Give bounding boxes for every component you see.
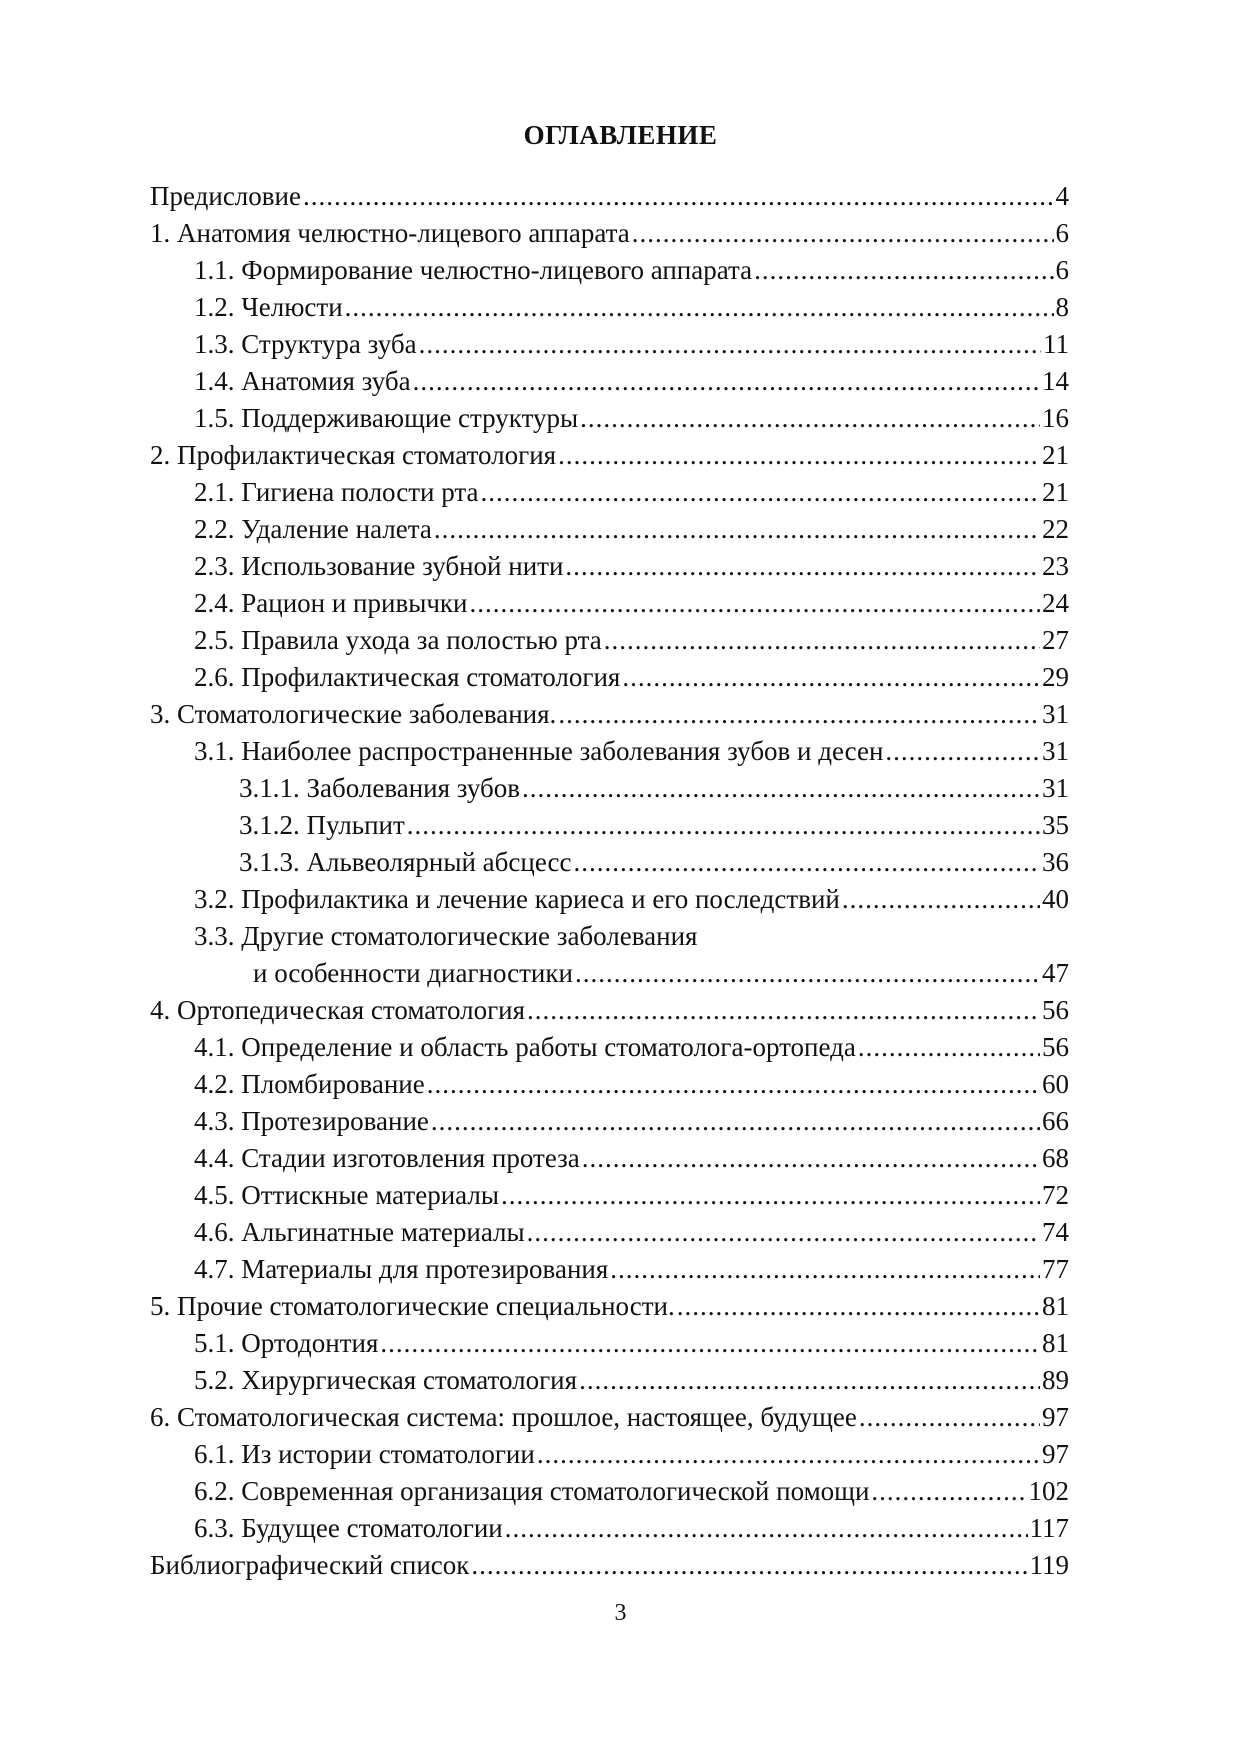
toc-entry-page: 56: [1042, 995, 1069, 1025]
dot-leader: [885, 733, 1040, 770]
toc-entry-label: 4.7. Материалы для протезирования: [194, 1254, 609, 1284]
dot-leader: [582, 1140, 1040, 1177]
toc-entry-label: 6. Стоматологическая система: прошлое, настоящее, будущее: [150, 1402, 857, 1432]
toc-entry-label: 6.2. Современная организация стоматологической помощи: [194, 1476, 870, 1506]
dot-leader: [469, 585, 1040, 622]
toc-entry: [150, 1362, 1069, 1399]
toc-entry: [150, 881, 1069, 918]
toc-entry: [150, 733, 1069, 770]
toc-entry-page: 74: [1042, 1217, 1069, 1247]
dot-leader: [859, 1399, 1040, 1436]
toc-entry-page: 81: [1042, 1328, 1069, 1358]
dot-leader: [431, 1103, 1040, 1140]
toc-entry-label: 4.5. Оттискные материалы: [194, 1180, 499, 1210]
toc-entry-page: 56: [1042, 1032, 1069, 1062]
toc-entry-page: 21: [1042, 440, 1069, 470]
toc-entry: [150, 1029, 1069, 1066]
toc-entry-page: 35: [1042, 810, 1069, 840]
toc-entry-page: 23: [1042, 551, 1069, 581]
page-title: ОГЛАВЛЕНИЕ: [523, 120, 718, 150]
toc-entry-label: 3.2. Профилактика и лечение кариеса и его последствий: [194, 884, 840, 914]
dot-leader: [427, 1066, 1040, 1103]
toc-entry-label: 4.4. Стадии изготовления протеза: [194, 1143, 580, 1173]
toc-entry: [150, 696, 1069, 733]
toc-entry: [150, 252, 1069, 289]
dot-leader: [345, 289, 1054, 326]
toc-entry-page: 29: [1042, 662, 1069, 692]
toc-entry-label: 3.1.2. Пульпит: [239, 810, 405, 840]
toc-entry-page: 31: [1042, 699, 1069, 729]
toc-entry-page: 97: [1042, 1402, 1069, 1432]
toc-list: [150, 178, 1069, 1584]
dot-leader: [842, 881, 1040, 918]
dot-leader: [580, 400, 1040, 437]
toc-entry: [150, 1177, 1069, 1214]
dot-leader: [858, 1029, 1040, 1066]
toc-entry: [150, 1140, 1069, 1177]
toc-entry-label: 6.3. Будущее стоматологии: [194, 1513, 503, 1543]
dot-leader: [632, 215, 1054, 252]
toc-entry-page: 68: [1042, 1143, 1069, 1173]
toc-entry-label: 5.1. Ортодонтия: [194, 1328, 379, 1358]
toc-entry-page: 102: [1028, 1476, 1069, 1506]
dot-leader: [579, 1362, 1040, 1399]
toc-entry-label: 4.2. Пломбирование: [194, 1069, 425, 1099]
toc-entry-label: 5.2. Хирургическая стоматология: [194, 1365, 578, 1395]
toc-entry: [150, 844, 1069, 881]
toc-entry-page: 47: [1042, 958, 1069, 988]
toc-entry-label: 2.4. Рацион и привычки: [194, 588, 468, 618]
toc-entry: [150, 1251, 1069, 1288]
toc-entry-page: 21: [1042, 477, 1069, 507]
toc-entry-label: 5. Прочие стоматологические специальности.: [150, 1291, 675, 1321]
toc-entry: [150, 992, 1069, 1029]
toc-entry: [150, 1066, 1069, 1103]
dot-leader: [505, 1510, 1028, 1547]
toc-entry-label: 2.5. Правила ухода за полостью рта: [194, 625, 602, 655]
dot-leader: [871, 1473, 1026, 1510]
dot-leader: [303, 178, 1054, 215]
toc-entry: [150, 474, 1069, 511]
toc-entry-label: 4.3. Протезирование: [194, 1106, 429, 1136]
toc-entry-label: 1.4. Анатомия зуба: [194, 366, 411, 396]
toc-entry-page: 27: [1042, 625, 1069, 655]
toc-entry-page: 22: [1042, 514, 1069, 544]
toc-entry-page: 8: [1055, 292, 1069, 322]
dot-leader: [380, 1325, 1040, 1362]
toc-entry-page: 60: [1042, 1069, 1069, 1099]
toc-entry: [150, 400, 1069, 437]
dot-leader: [754, 252, 1053, 289]
toc-entry-page: 31: [1042, 736, 1069, 766]
toc-entry-label: 4.1. Определение и область работы стоматолога-ортопеда: [194, 1032, 856, 1062]
toc-entry: [150, 363, 1069, 400]
dot-leader: [480, 474, 1040, 511]
toc-entry-label: 3.1.3. Альвеолярный абсцесс: [239, 847, 572, 877]
dot-leader: [575, 955, 1040, 992]
toc-entry: [150, 770, 1069, 807]
toc-entry-page: 31: [1042, 773, 1069, 803]
toc-entry-label: 1. Анатомия челюстно-лицевого аппарата: [150, 218, 630, 248]
toc-entry: [150, 1547, 1069, 1584]
toc-entry-page: 16: [1042, 403, 1069, 433]
toc-entry-label: Библиографический список: [150, 1550, 470, 1580]
toc-entry-label: 2.2. Удаление налета: [194, 514, 432, 544]
dot-leader: [407, 807, 1040, 844]
toc-entry: [150, 1325, 1069, 1362]
toc-entry-page: 72: [1042, 1180, 1069, 1210]
dot-leader: [537, 1436, 1040, 1473]
toc-entry-page: 66: [1042, 1106, 1069, 1136]
toc-entry-page: 97: [1042, 1439, 1069, 1469]
toc-entry: [150, 548, 1069, 585]
toc-entry: [150, 511, 1069, 548]
toc-entry-label: 1.1. Формирование челюстно-лицевого аппарата: [194, 255, 753, 285]
toc-entry-label: 2. Профилактическая стоматология: [150, 440, 557, 470]
toc-entry: [150, 659, 1069, 696]
toc-entry-label: Предисловие: [150, 181, 301, 211]
toc-entry: [150, 215, 1069, 252]
toc-entry: [150, 1399, 1069, 1436]
toc-entry: [150, 1510, 1069, 1547]
page-number: 3: [614, 1600, 627, 1626]
toc-entry-page: 81: [1042, 1291, 1069, 1321]
toc-entry-page: 4: [1055, 181, 1069, 211]
toc-entry-page: 24: [1042, 588, 1069, 618]
toc-entry-label: 6.1. Из истории стоматологии: [194, 1439, 535, 1469]
dot-leader: [471, 1547, 1027, 1584]
dot-leader: [558, 696, 1040, 733]
toc-entry-page: 119: [1029, 1550, 1069, 1580]
toc-entry-label: 2.6. Профилактическая стоматология: [194, 662, 621, 692]
toc-entry: [150, 1473, 1069, 1510]
toc-entry: [150, 955, 1069, 992]
dot-leader: [610, 1251, 1040, 1288]
toc-entry-label: 3.3. Другие стоматологические заболевания: [194, 921, 698, 951]
toc-entry: [150, 289, 1069, 326]
dot-leader: [527, 1214, 1040, 1251]
dot-leader: [434, 511, 1040, 548]
toc-entry-page: 11: [1043, 329, 1069, 359]
toc-entry-label: 3.1.1. Заболевания зубов: [239, 773, 521, 803]
toc-entry: [150, 178, 1069, 215]
toc-entry-page: 40: [1042, 884, 1069, 914]
dot-leader: [527, 992, 1040, 1029]
toc-entry-page: 36: [1042, 847, 1069, 877]
toc-entry-label: 4. Ортопедическая стоматология: [150, 995, 526, 1025]
toc-entry-page: 6: [1055, 255, 1069, 285]
toc-entry-label: и особенности диагностики: [253, 958, 573, 988]
dot-leader: [565, 548, 1040, 585]
toc-entry-page: 77: [1042, 1254, 1069, 1284]
toc-entry: [150, 585, 1069, 622]
toc-entry-label: 1.2. Челюсти: [194, 292, 343, 322]
dot-leader: [622, 659, 1040, 696]
toc-entry: [150, 918, 1069, 955]
dot-leader: [501, 1177, 1040, 1214]
dot-leader: [413, 363, 1040, 400]
dot-leader: [677, 1288, 1040, 1325]
dot-leader: [573, 844, 1040, 881]
toc-entry: [150, 1103, 1069, 1140]
toc-entry: [150, 437, 1069, 474]
toc-entry: [150, 1288, 1069, 1325]
toc-entry: [150, 622, 1069, 659]
toc-entry-page: 6: [1055, 218, 1069, 248]
toc-entry-label: 3.1. Наиболее распространенные заболевания зубов и десен: [194, 736, 884, 766]
toc-entry: [150, 1436, 1069, 1473]
toc-entry-label: 1.3. Структура зуба: [194, 329, 417, 359]
toc-entry-page: 89: [1042, 1365, 1069, 1395]
dot-leader: [604, 622, 1040, 659]
toc-entry-label: 2.1. Гигиена полости рта: [194, 477, 479, 507]
dot-leader: [419, 326, 1041, 363]
toc-entry-label: 1.5. Поддерживающие структуры: [194, 403, 579, 433]
toc-entry-label: 3. Стоматологические заболевания.: [150, 699, 557, 729]
dot-leader: [558, 437, 1040, 474]
toc-entry: [150, 1214, 1069, 1251]
toc-entry-label: 4.6. Альгинатные материалы: [194, 1217, 525, 1247]
dot-leader: [522, 770, 1040, 807]
toc-entry-label: 2.3. Использование зубной нити: [194, 551, 564, 581]
toc-entry: [150, 326, 1069, 363]
toc-entry-page: 14: [1042, 366, 1069, 396]
toc-entry: [150, 807, 1069, 844]
toc-entry-page: 117: [1029, 1513, 1069, 1543]
